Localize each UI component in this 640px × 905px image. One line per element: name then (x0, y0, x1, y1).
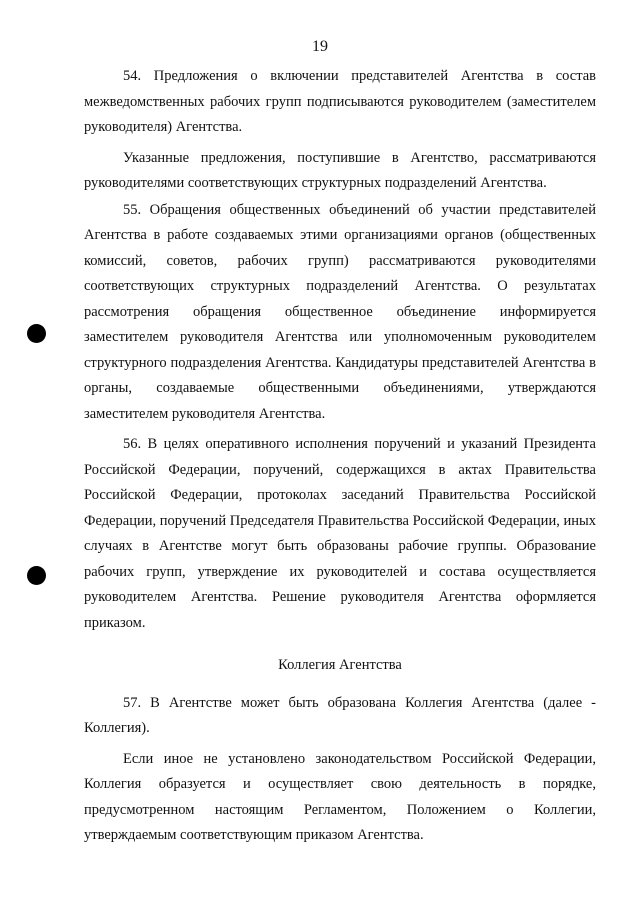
paragraph-54: 54. Предложения о включении представителей Агентства в состав межведомственных рабочих групп подписываются руководителем (заместителем руководителя) Агентства. (84, 68, 596, 135)
paragraph-56: 56. В целях оперативного исполнения поручений и указаний Президента Российской Федерации, поручений, содержащихся в актах Правительства Российской Федерации, протоколах заседаний Правительства Российской Федерации, поручений Председателя Правительства Российской Федерации, иных случаях в Агентстве могут быть образованы рабочие группы. Образование рабочих групп, утверждение их руководителей и состава осуществляется руководителем Агентства. Решение руководителя Агентства оформляется приказом. (84, 436, 596, 631)
paragraph-57: 57. В Агентстве может быть образована Коллегия Агентства (далее - Коллегия). (84, 694, 596, 736)
document-body (84, 64, 596, 849)
paragraph-57-note: Если иное не установлено законодательством Российской Федерации, Коллегия образуется и осуществляет свою деятельность в порядке, предусмотренном настоящим Регламентом, Положением о Коллегии, утверждаемым соответствующим приказом Агентства. (84, 750, 596, 843)
punch-hole-mark (27, 324, 46, 343)
paragraph-55: 55. Обращения общественных объединений об участии представителей Агентства в работе создаваемых этими организациями органов (общественных комиссий, советов, рабочих групп) рассматриваются руководителями соответствующих структурных подразделений Агентства. О результатах рассмотрения обращения общественное объединение информируется заместителем руководителя Агентства или уполномоченным руководителем структурного подразделения Агентства. Кандидатуры представителей Агентства в органы, создаваемые общественными объединениями, утверждаются заместителем руководителя Агентства. (84, 201, 596, 422)
punch-hole-mark (27, 566, 46, 585)
page-number: 19 (312, 38, 328, 55)
section-heading: Коллегия Агентства (278, 657, 402, 673)
paragraph-54-note: Указанные предложения, поступившие в Агентство, рассматриваются руководителями соответствующих структурных подразделений Агентства. (84, 149, 596, 191)
